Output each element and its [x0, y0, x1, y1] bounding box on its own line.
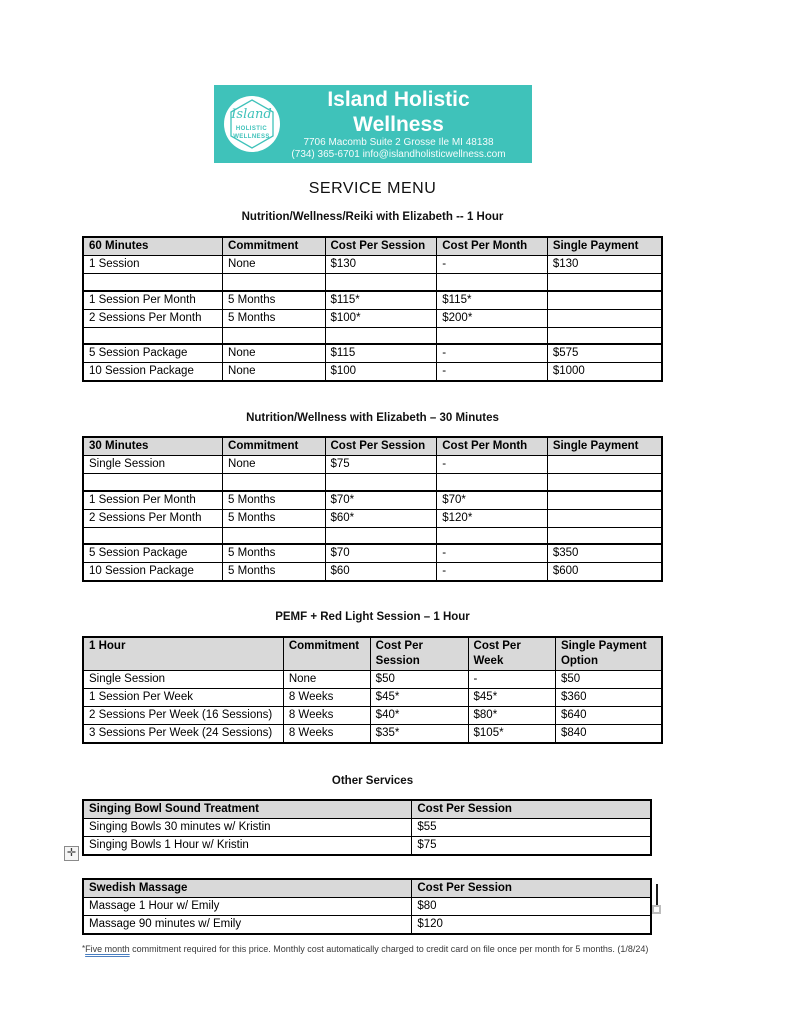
table-cell: 2 Sessions Per Month	[83, 309, 223, 327]
table-cell	[223, 274, 325, 291]
spacer-row	[83, 527, 662, 544]
table-cell: $115	[325, 344, 437, 363]
column-header: 30 Minutes	[83, 437, 223, 456]
logo-wellness-text: WELLNESS	[233, 134, 270, 140]
table-cell: $60	[325, 563, 437, 582]
table-cell	[547, 527, 662, 544]
brand-contact: (734) 365-6701 info@islandholisticwellness.com	[291, 149, 506, 160]
brand-text-block	[280, 87, 522, 162]
table-cell: 2 Sessions Per Month	[83, 509, 223, 527]
table-cell: $60*	[325, 509, 437, 527]
table-cell	[83, 474, 223, 491]
column-header: Cost Per Session	[325, 437, 437, 456]
table-row	[83, 563, 662, 582]
table-cell: $115*	[437, 291, 548, 310]
table-wrap-nutrition-60	[82, 236, 663, 382]
table-cell: None	[283, 671, 370, 689]
spacer-row	[83, 274, 662, 291]
table-cell: 5 Months	[223, 563, 325, 582]
table-cell	[547, 291, 662, 310]
table-cell: 10 Session Package	[83, 363, 223, 382]
table-row	[83, 291, 662, 310]
table-cell: 2 Sessions Per Week (16 Sessions)	[83, 707, 283, 725]
table-cell	[83, 327, 223, 344]
table-header-row	[83, 437, 662, 456]
column-header: Single Payment	[547, 237, 662, 256]
column-header: Commitment	[283, 637, 370, 671]
logo-script-text: Island	[231, 107, 272, 122]
table-cell: $1000	[547, 363, 662, 382]
table-cell	[547, 474, 662, 491]
table-swedish-massage	[82, 878, 652, 935]
table-cell	[437, 527, 548, 544]
table-wrap-swedish-massage	[82, 878, 663, 935]
table-cell: 1 Session Per Month	[83, 491, 223, 510]
logo-holistic-text: HOLISTIC	[235, 126, 268, 132]
table-cell: $575	[547, 344, 662, 363]
table-cell	[547, 327, 662, 344]
table-cell: Massage 90 minutes w/ Emily	[83, 916, 412, 935]
table-resize-handle[interactable]	[652, 905, 661, 914]
table-cell: $70	[325, 544, 437, 563]
column-header: Cost Per Month	[437, 437, 548, 456]
table-cell: $130	[325, 256, 437, 274]
table-cell: Singing Bowls 30 minutes w/ Kristin	[83, 819, 412, 837]
table-cell: $50	[555, 671, 662, 689]
table-cell: $120	[412, 916, 651, 935]
table-cell: $350	[547, 544, 662, 563]
table-row	[83, 544, 662, 563]
table-cell: $75	[412, 837, 651, 856]
table-cell: 5 Months	[223, 491, 325, 510]
table-cell: None	[223, 363, 325, 382]
brand-address: 7706 Macomb Suite 2 Grosse Ile MI 48138	[303, 136, 494, 148]
spacer-row	[83, 327, 662, 344]
table-move-handle-icon[interactable]: ✛	[64, 846, 79, 861]
column-header: 60 Minutes	[83, 237, 223, 256]
section-heading-singing-bowl: Other Services	[331, 775, 414, 787]
column-header: Cost Per Session	[412, 879, 651, 898]
table-row	[83, 916, 651, 935]
table-cell: 1 Session	[83, 256, 223, 274]
table-cell	[223, 527, 325, 544]
table-cell: Massage 1 Hour w/ Emily	[83, 898, 412, 916]
table-cell: $640	[555, 707, 662, 725]
table-cell: -	[437, 456, 548, 474]
table-cell	[325, 274, 437, 291]
table-row	[83, 689, 662, 707]
table-cell: $100*	[325, 309, 437, 327]
table-row	[83, 309, 662, 327]
table-cell: None	[223, 344, 325, 363]
table-row	[83, 456, 662, 474]
table-cell: 3 Sessions Per Week (24 Sessions)	[83, 725, 283, 744]
table-cell: 8 Weeks	[283, 707, 370, 725]
column-header: Cost Per Session	[370, 637, 468, 671]
page-title: SERVICE MENU	[308, 180, 437, 197]
footnote-text: commitment required for this price. Monthly cost automatically charged to credit card on file once per month for 5 months. (1/8/24)	[129, 944, 649, 954]
table-cell: $70*	[325, 491, 437, 510]
table-wrap-singing-bowl	[82, 799, 663, 856]
table-row	[83, 256, 662, 274]
table-cell	[547, 274, 662, 291]
table-row	[83, 837, 651, 856]
table-cell: Singing Bowls 1 Hour w/ Kristin	[83, 837, 412, 856]
table-cell: $120*	[437, 509, 548, 527]
table-cell: $55	[412, 819, 651, 837]
table-cell: -	[468, 671, 555, 689]
table-cell: $80	[412, 898, 651, 916]
table-singing-bowl	[82, 799, 652, 856]
table-cell	[437, 274, 548, 291]
footnote	[82, 943, 663, 955]
table-nutrition-60	[82, 236, 663, 382]
column-header: Cost Per Month	[437, 237, 548, 256]
table-cell: -	[437, 344, 548, 363]
table-cell: -	[437, 256, 548, 274]
table-cell: -	[437, 563, 548, 582]
table-cell: -	[437, 363, 548, 382]
table-cell: $45*	[468, 689, 555, 707]
table-cell: $360	[555, 689, 662, 707]
table-row	[83, 725, 662, 744]
section-heading-nutrition-60: Nutrition/Wellness/Reiki with Elizabeth -- 1 Hour	[241, 211, 504, 223]
table-nutrition-30	[82, 436, 663, 582]
table-cell	[223, 474, 325, 491]
table-cell: $75	[325, 456, 437, 474]
table-row	[83, 707, 662, 725]
table-cell	[547, 309, 662, 327]
column-header: Commitment	[223, 437, 325, 456]
table-cell: $840	[555, 725, 662, 744]
table-cell: Single Session	[83, 671, 283, 689]
document-content	[82, 85, 663, 955]
table-cell: $80*	[468, 707, 555, 725]
table-cell: $115*	[325, 291, 437, 310]
table-pemf-redlight	[82, 636, 663, 744]
table-cell: $50	[370, 671, 468, 689]
table-row	[83, 363, 662, 382]
table-cell: $130	[547, 256, 662, 274]
table-row	[83, 344, 662, 363]
spacer-row	[83, 474, 662, 491]
table-cell	[223, 327, 325, 344]
table-cell: 1 Session Per Month	[83, 291, 223, 310]
table-cell: $600	[547, 563, 662, 582]
column-header: Cost Per Session	[325, 237, 437, 256]
table-row	[83, 491, 662, 510]
table-cell: None	[223, 256, 325, 274]
table-cell: 10 Session Package	[83, 563, 223, 582]
table-row	[83, 671, 662, 689]
table-cell: $70*	[437, 491, 548, 510]
table-row	[83, 819, 651, 837]
table-cell	[547, 509, 662, 527]
table-cell	[325, 474, 437, 491]
table-cell: 1 Session Per Week	[83, 689, 283, 707]
brand-banner	[214, 85, 532, 163]
table-cell	[325, 527, 437, 544]
table-cell: $35*	[370, 725, 468, 744]
table-cell: 8 Weeks	[283, 689, 370, 707]
column-header: Cost Per Session	[412, 800, 651, 819]
table-cell	[83, 274, 223, 291]
table-wrap-nutrition-30	[82, 436, 663, 582]
table-header-row	[83, 637, 662, 671]
table-cell: 5 Session Package	[83, 544, 223, 563]
table-wrap-pemf-redlight	[82, 636, 663, 744]
table-header-row	[83, 879, 651, 898]
table-cell: 5 Months	[223, 291, 325, 310]
table-cell	[547, 491, 662, 510]
table-cell: -	[437, 544, 548, 563]
column-header: Cost Per Week	[468, 637, 555, 671]
column-header: Commitment	[223, 237, 325, 256]
section-heading-pemf-redlight: PEMF + Red Light Session – 1 Hour	[275, 611, 470, 623]
table-cell	[325, 327, 437, 344]
table-cell: $200*	[437, 309, 548, 327]
island-holistic-wellness-logo-icon	[224, 96, 280, 152]
column-header: 1 Hour	[83, 637, 283, 671]
tables-area	[82, 210, 663, 935]
table-row	[83, 509, 662, 527]
column-header: Single Payment Option	[555, 637, 662, 671]
column-header: Single Payment	[547, 437, 662, 456]
table-cell	[437, 474, 548, 491]
table-cell: 8 Weeks	[283, 725, 370, 744]
table-row	[83, 898, 651, 916]
footnote-asterisk: *	[82, 944, 86, 953]
column-header: Swedish Massage	[83, 879, 412, 898]
table-cell	[547, 456, 662, 474]
table-header-row	[83, 800, 651, 819]
footnote-grammar-flagged-text[interactable]: Five month	[85, 944, 130, 954]
table-cell: 5 Months	[223, 309, 325, 327]
table-cell: Single Session	[83, 456, 223, 474]
table-cell	[437, 327, 548, 344]
table-cell: $45*	[370, 689, 468, 707]
table-cell	[83, 527, 223, 544]
brand-name: Island Holistic Wellness	[327, 87, 470, 136]
table-cell: $40*	[370, 707, 468, 725]
table-cell: 5 Months	[223, 544, 325, 563]
table-cell: 5 Session Package	[83, 344, 223, 363]
table-cell: $100	[325, 363, 437, 382]
column-header: Singing Bowl Sound Treatment	[83, 800, 412, 819]
table-cell: None	[223, 456, 325, 474]
table-header-row	[83, 237, 662, 256]
table-cell: 5 Months	[223, 509, 325, 527]
section-heading-nutrition-30: Nutrition/Wellness with Elizabeth – 30 Minutes	[246, 412, 499, 424]
table-cell: $105*	[468, 725, 555, 744]
